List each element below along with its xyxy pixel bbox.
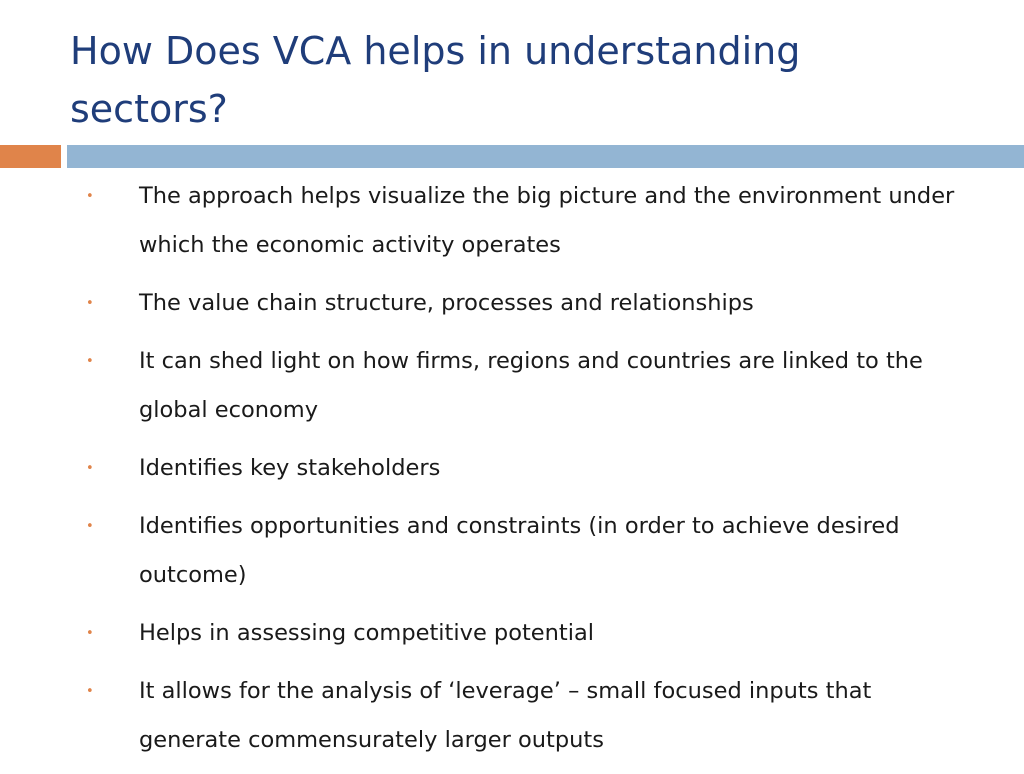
- bullet-item: [0, 502, 1024, 600]
- bullet-list: [0, 172, 1024, 774]
- bullet-icon: •: [86, 519, 94, 534]
- bullet-item: [0, 172, 1024, 270]
- bullet-item: [0, 609, 1024, 658]
- bullet-text: The approach helps visualize the big picture and the environment under which the economic activity operates: [139, 183, 955, 258]
- title-divider-bar: [67, 145, 1024, 168]
- bullet-icon: •: [86, 684, 94, 699]
- bullet-icon: •: [86, 354, 94, 369]
- bullet-item: [0, 279, 1024, 328]
- bullet-icon: •: [86, 626, 94, 641]
- bullet-text: The value chain structure, processes and relationships: [139, 290, 754, 316]
- bullet-text: Identifies key stakeholders: [139, 455, 441, 481]
- bullet-item: [0, 667, 1024, 765]
- bullet-icon: •: [86, 461, 94, 476]
- bullet-icon: •: [86, 296, 94, 311]
- bullet-icon: •: [86, 189, 94, 204]
- bullet-text: It allows for the analysis of ‘leverage’ – small focused inputs that generate commensurately larger outputs: [139, 678, 872, 753]
- slide-title: How Does VCA helps in understanding sectors?: [70, 29, 801, 131]
- bullet-text: Identifies opportunities and constraints (in order to achieve desired outcome): [139, 513, 900, 588]
- title-divider-accent: [0, 145, 61, 168]
- bullet-item: [0, 337, 1024, 435]
- bullet-item: [0, 444, 1024, 493]
- bullet-text: It can shed light on how firms, regions and countries are linked to the global economy: [139, 348, 923, 423]
- bullet-text: Helps in assessing competitive potential: [139, 620, 595, 646]
